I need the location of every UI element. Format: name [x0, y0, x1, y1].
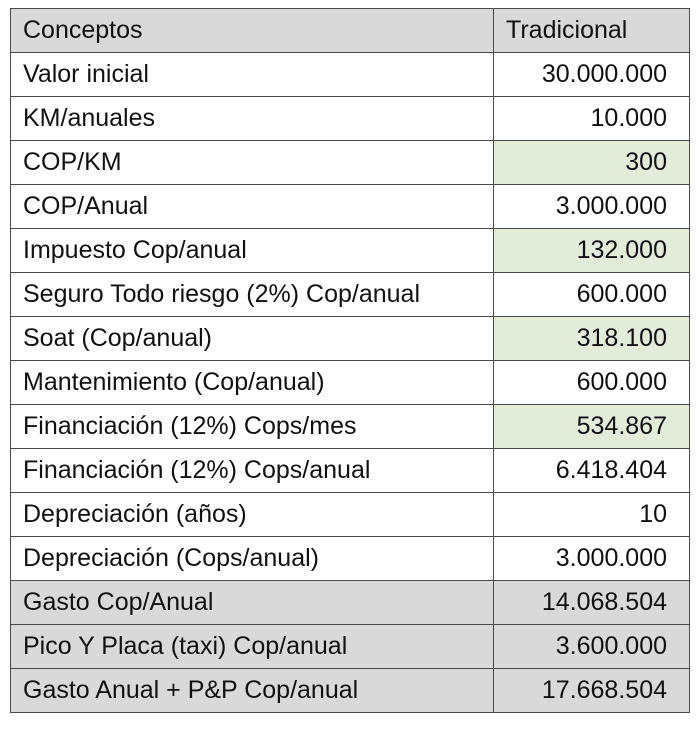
table-row: [11, 537, 690, 581]
table-row: [11, 449, 690, 493]
value-cell[interactable]: 3.000.000: [494, 185, 690, 229]
table-row: [11, 229, 690, 273]
table-row: [11, 581, 690, 625]
value-cell[interactable]: 3.000.000: [494, 537, 690, 581]
table-row: [11, 273, 690, 317]
value-cell[interactable]: 534.867: [494, 405, 690, 449]
table-row: [11, 97, 690, 141]
value-cell[interactable]: 600.000: [494, 273, 690, 317]
value-cell[interactable]: 14.068.504: [494, 581, 690, 625]
table-row: [11, 317, 690, 361]
value-cell[interactable]: 132.000: [494, 229, 690, 273]
concept-cell[interactable]: Soat (Cop/anual): [11, 317, 494, 361]
header-cell-tradicional[interactable]: Tradicional: [494, 9, 690, 53]
concept-cell[interactable]: Financiación (12%) Cops/mes: [11, 405, 494, 449]
concept-cell[interactable]: COP/Anual: [11, 185, 494, 229]
cost-comparison-table: [10, 8, 690, 713]
value-cell[interactable]: 10: [494, 493, 690, 537]
concept-cell[interactable]: Impuesto Cop/anual: [11, 229, 494, 273]
spreadsheet-region: [10, 8, 690, 713]
value-cell[interactable]: 6.418.404: [494, 449, 690, 493]
table-row: [11, 669, 690, 713]
value-cell[interactable]: 30.000.000: [494, 53, 690, 97]
concept-cell[interactable]: Gasto Anual + P&P Cop/anual: [11, 669, 494, 713]
concept-cell[interactable]: Financiación (12%) Cops/anual: [11, 449, 494, 493]
table-body: [11, 9, 690, 713]
table-row: [11, 625, 690, 669]
table-row: [11, 493, 690, 537]
concept-cell[interactable]: Seguro Todo riesgo (2%) Cop/anual: [11, 273, 494, 317]
header-cell-concepts[interactable]: Conceptos: [11, 9, 494, 53]
concept-cell[interactable]: Depreciación (Cops/anual): [11, 537, 494, 581]
table-row: [11, 361, 690, 405]
table-row: [11, 53, 690, 97]
concept-cell[interactable]: Depreciación (años): [11, 493, 494, 537]
value-cell[interactable]: 318.100: [494, 317, 690, 361]
table-header-row: [11, 9, 690, 53]
concept-cell[interactable]: Valor inicial: [11, 53, 494, 97]
concept-cell[interactable]: Mantenimiento (Cop/anual): [11, 361, 494, 405]
concept-cell[interactable]: Pico Y Placa (taxi) Cop/anual: [11, 625, 494, 669]
concept-cell[interactable]: Gasto Cop/Anual: [11, 581, 494, 625]
concept-cell[interactable]: KM/anuales: [11, 97, 494, 141]
table-row: [11, 141, 690, 185]
value-cell[interactable]: 10.000: [494, 97, 690, 141]
value-cell[interactable]: 600.000: [494, 361, 690, 405]
value-cell[interactable]: 17.668.504: [494, 669, 690, 713]
value-cell[interactable]: 300: [494, 141, 690, 185]
value-cell[interactable]: 3.600.000: [494, 625, 690, 669]
table-row: [11, 185, 690, 229]
table-row: [11, 405, 690, 449]
concept-cell[interactable]: COP/KM: [11, 141, 494, 185]
